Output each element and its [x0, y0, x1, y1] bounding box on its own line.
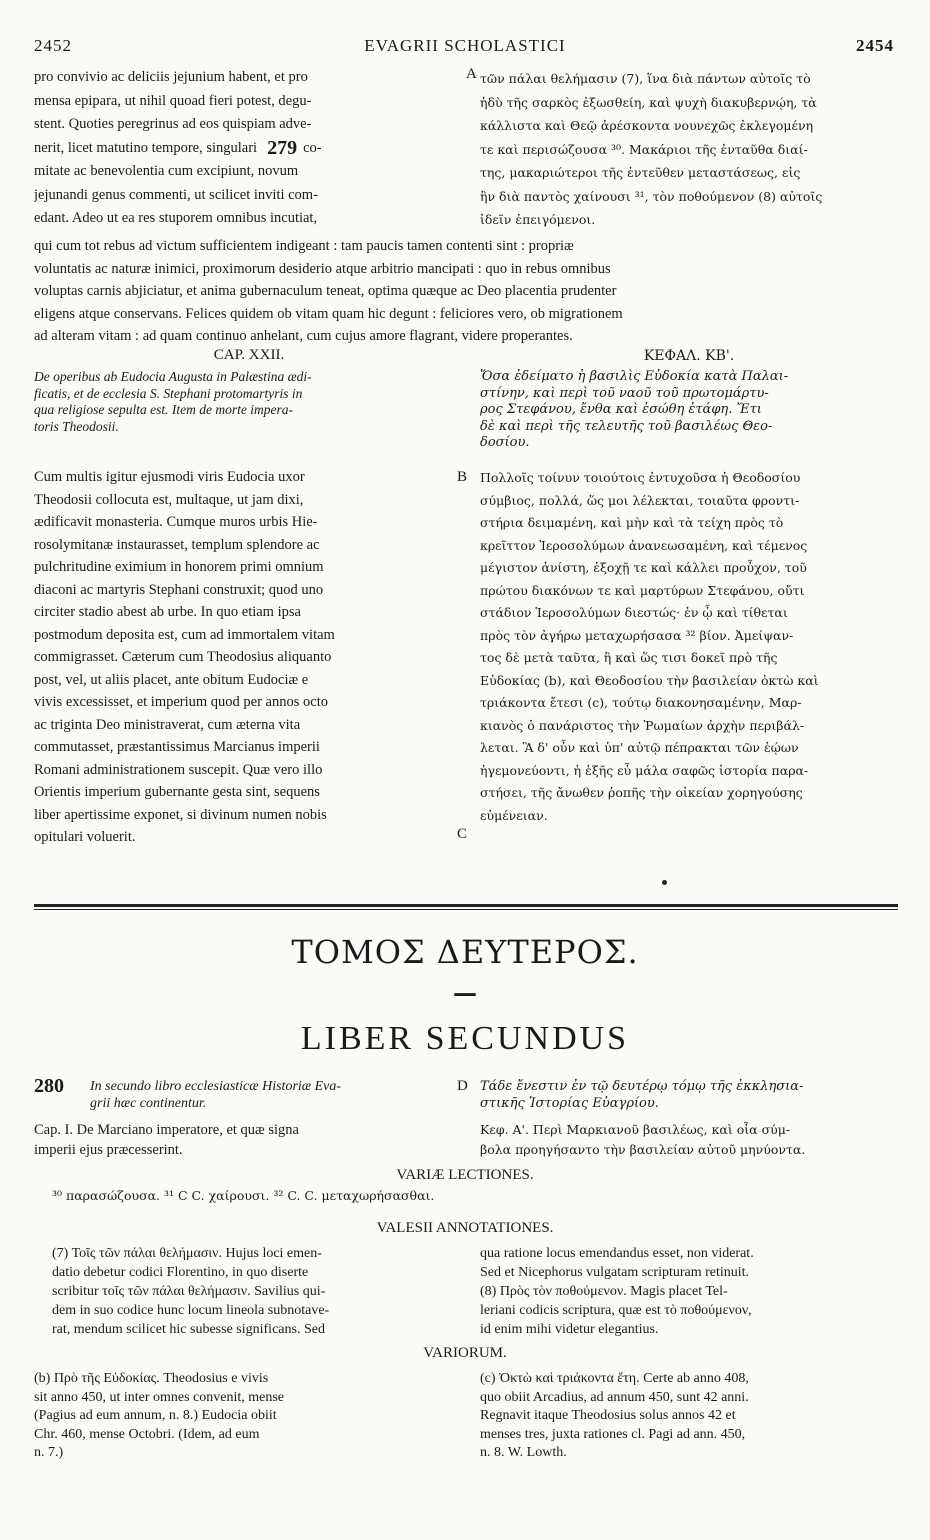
latin-line-tail: co- [303, 139, 322, 156]
variorum-heading: VARIORUM. [423, 1345, 507, 1361]
summary-line: qua religiose sepulta est. Item de morte impera- [34, 402, 293, 417]
latin-line: Theodosii collocuta est, multaque, ut jam dixi, [34, 491, 304, 508]
summary-line: ρος Στεφάνου, ἔνθα καὶ ἐσώθη ἐτάφη. Ἔτι [480, 402, 762, 417]
variorum-notes-left [34, 1370, 459, 1463]
summary-line: δὲ καὶ περὶ τῆς τελευτῆς τοῦ βασιλέως Θεο- [480, 418, 773, 434]
latin-line: post, vel, ut aliis placet, ante obitum Eudociæ e [34, 671, 309, 688]
summary-line: toris Theodosii. [34, 418, 119, 434]
title-dash: — [453, 978, 477, 1007]
title-line: Τάδε ἔνεστιν ἐν τῷ δευτέρῳ τόμῳ τῆς ἐκκλησια- [480, 1079, 804, 1094]
greek-line: στήσει, τῆς ἄνωθεν ῥοπῆς τὴν οἰκείαν χορηγούσης [480, 785, 803, 800]
margin-number-279: 279 [267, 136, 298, 159]
latin-line: diaconi ac martyris Stephani construxit; quod uno [34, 581, 324, 598]
latin-line: qui cum tot rebus ad victum sufficientem indigeant : tam paucis tamen contenti sint : propriæ [34, 238, 574, 254]
variae-lectiones-heading: VARIÆ LECTIONES. [396, 1167, 534, 1183]
margin-marker-d: D [457, 1078, 468, 1094]
separator-dot [662, 880, 667, 885]
valesii-notes-right [480, 1244, 898, 1339]
margin-marker-b: B [457, 469, 468, 485]
latin-line: ædificavit monasteria. Cumque muros urbis Hie- [34, 514, 318, 530]
note-line: Chr. 460, mense Octobri. (Idem, ad eum [34, 1426, 260, 1442]
horizontal-rule-thick [34, 904, 898, 907]
greek-line: ἣν διὰ παντὸς χαίνουσι ³¹, τὸν ποθούμενον (8) αὐτοῖς [480, 188, 823, 204]
summary-line: Ὅσα ἐδείματο ἡ βασιλὶς Εὐδοκία κατὰ Παλαι- [480, 369, 789, 384]
greek-line: πρὸς τὸν ἀγήρω μεταχωρήσασα ³² βίον. Ἀμείψαν- [480, 627, 794, 643]
latin-line: Orientis imperium gubernante gesta sint, sequens [34, 784, 320, 800]
summary-line: δοσίου. [480, 435, 530, 450]
contents-title-greek [480, 1078, 898, 1112]
note-line: qua ratione locus emendandus esset, non viderat. [480, 1246, 754, 1261]
latin-line: mensa epipara, ut nihil quoad fieri potest, degu- [34, 92, 312, 109]
note-line: (7) Τοῖς τῶν πάλαι θελήμασιν. Hujus loci emen- [52, 1246, 322, 1261]
latin-line: voluptas carnis abjiciatur, et anima gubernaculum teneat, optima quæque ac Deo placentia prudenter [34, 283, 617, 299]
latin-line: voluntatis ac naturæ inimici, proximorum desiderio atque arbitrio mancipati : quo in rebus omnibus [34, 260, 611, 277]
latin-line: mitate ac benevolentia cum excipiunt, novum [34, 163, 299, 179]
latin-line: eligens atque conservans. Felices quidem ob vitam quam hic degunt : feliciores vero, ob migrationem [34, 305, 623, 322]
summary-line: De operibus ab Eudocia Augusta in Palæstina ædi- [34, 369, 312, 384]
variae-lectiones-line: ³⁰ παρασώζουσα. ³¹ C C. χαίρουσι. ³² C. C. μεταχωρήσασθαι. [52, 1190, 435, 1203]
note-line: sit anno 450, ut inter omnes convenit, mense [34, 1389, 285, 1405]
latin-line: ad alteram vitam : ad quam continuo anhelant, cum cujus amore flagrant, videre properantes. [34, 328, 573, 344]
latin-line: stent. Quoties peregrinus ad eos quispiam adve- [34, 116, 312, 132]
margin-number-280: 280 [34, 1075, 64, 1097]
chapter-summary-latin [34, 369, 454, 435]
latin-line: rosolymitanæ instaurasset, templum splendore ac [34, 536, 320, 553]
greek-line: τριάκοντα ἔτεσι (c), τούτῳ διακονησαμένην, Μαρ- [480, 695, 802, 710]
latin-line: ac triginta Deo ministraverat, cum æterna vita [34, 716, 301, 733]
latin-continuation-column [34, 66, 464, 231]
page-number-left: 2452 [34, 36, 72, 55]
chapter-body-greek [480, 467, 898, 827]
greek-line: στήρια δειμαμένη, καὶ μὴν καὶ τὰ τείχη πρὸς τὸ [480, 515, 784, 530]
greek-line: ἰδεῖν ἐπειγόμενοι. [480, 212, 596, 227]
chapter-summary-greek [480, 369, 898, 452]
greek-continuation-column [480, 67, 898, 232]
greek-line: της, μακαριώτεροι τῆς ἐντεῦθεν μεταστάσεως, εἰς [480, 165, 801, 180]
contents-title-latin [90, 1078, 460, 1112]
contents-cap-latin [34, 1120, 464, 1160]
latin-line: postmodum deposita est, cum ad immortalem vitam [34, 626, 335, 643]
running-title: EVAGRII SCHOLASTICI [364, 36, 566, 55]
variorum-notes-right [480, 1370, 898, 1463]
valesii-notes-left [52, 1244, 457, 1339]
note-line: scribitur τοῖς τῶν πάλαι θελήμασιν. Savilius qui- [52, 1284, 326, 1299]
cap-line: βολα προηγήσαντο τὴν βασιλείαν αὐτοῦ μηνύοντα. [480, 1142, 806, 1157]
note-line: n. 8. W. Lowth. [480, 1445, 567, 1460]
latin-line [34, 137, 464, 161]
latin-line: circiter stadio abest ab urbe. In quo etiam ipsa [34, 604, 301, 620]
note-line: (Pagius ad eum annum, n. 8.) Eudocia obiit [34, 1408, 277, 1423]
greek-line: λεται. Ἃ δ' οὖν καὶ ὑπ' αὐτῷ πέπρακται τῶν ἑῴων [480, 740, 799, 755]
latin-line-text: nerit, licet matutino tempore, singulari [34, 139, 258, 156]
title-line: στικῆς Ἱστορίας Εὐαγρίου. [480, 1096, 659, 1111]
chapter-heading-latin: CAP. XXII. [213, 347, 285, 363]
greek-line: τῶν πάλαι θελήμασιν (7), ἵνα διὰ πάντων αὐτοῖς τὸ [480, 71, 811, 86]
greek-line: κρεῖττον Ἱεροσολύμων ἀνανεωσαμένη, καὶ τέμενος [480, 537, 808, 553]
greek-line: Πολλοῖς τοίνυν τοιούτοις ἐντυχοῦσα ἡ Θεοδοσίου [480, 470, 801, 485]
title-line: grii hæc continentur. [90, 1096, 207, 1111]
latin-line: Romani administrationem suscepit. Quæ vero illo [34, 761, 323, 778]
cap-line: Cap. I. De Marciano imperatore, et quæ signa [34, 1122, 299, 1138]
cap-line: Κεφ. Α'. Περὶ Μαρκιανοῦ βασιλέως, καὶ οἷα σύμ- [480, 1122, 791, 1137]
latin-line: commigrasset. Cæterum cum Theodosius aliquanto [34, 649, 332, 665]
greek-line: ἡγεμονεύοντι, ἡ ἑξῆς εὖ μάλα σαφῶς ἱστορία παρα- [480, 762, 809, 778]
latin-line: jejunandi genus commenti, ut scilicet inviti com- [34, 186, 318, 203]
latin-line: opitulari voluerit. [34, 829, 136, 845]
contents-cap-greek [480, 1120, 898, 1160]
page-number-right: 2454 [856, 36, 894, 55]
note-line: Sed et Nicephorus vulgatam scripturam retinuit. [480, 1265, 750, 1280]
summary-line: στίνην, καὶ περὶ τοῦ ναοῦ τοῦ πρωτομάρτυ- [480, 385, 769, 401]
note-line: menses tres, juxta rationes cl. Pagi ad ann. 450, [480, 1426, 746, 1442]
chapter-body-latin [34, 466, 452, 849]
greek-line: εὐμένειαν. [480, 807, 548, 823]
summary-line: ficatis, et de ecclesia S. Stephani protomartyris in [34, 385, 303, 401]
horizontal-rule-thin [34, 909, 898, 910]
title-line: In secundo libro ecclesiasticæ Historiæ Eva- [90, 1079, 342, 1094]
note-line: (c) Ὀκτὼ καὶ τριάκοντα ἔτη. Certe ab anno 408, [480, 1371, 749, 1386]
margin-marker-c: C [457, 826, 468, 842]
note-line: dem in suo codice hunc locum lineola subnotave- [52, 1303, 330, 1318]
greek-line: Εὐδοκίας (b), καὶ Θεοδοσίου τὴν βασιλείαν ὀκτὼ καὶ [480, 672, 819, 688]
latin-line: vivis excessisset, et imperium quod per annos octo [34, 694, 328, 710]
note-line: id enim mihi videtur elegantius. [480, 1322, 659, 1337]
greek-line: τος δὲ μετὰ ταῦτα, ἢ καὶ ὥς τισι δοκεῖ πρὸ τῆς [480, 650, 778, 665]
note-line: (8) Πρὸς τὸν ποθούμενον. Magis placet Tel- [480, 1284, 728, 1299]
tomos-title: ΤΟΜΟΣ ΔΕΥΤΕΡΟΣ. [291, 933, 639, 971]
latin-line: edant. Adeo ut ea res stuporem omnibus incutiat, [34, 210, 318, 226]
greek-line: μέγιστον ἀνίστη, ἐξοχῇ τε καὶ κάλλει προὖχον, τοῦ [480, 560, 807, 575]
note-line: leriani codicis scriptura, quæ est τὸ ποθούμενον, [480, 1303, 752, 1318]
note-line: quo obiit Arcadius, ad annum 450, sunt 42 anni. [480, 1389, 749, 1405]
note-line: rat, mendum scilicet hic subesse significans. Sed [52, 1322, 325, 1337]
liber-title: LIBER SECUNDUS [300, 1020, 630, 1057]
latin-line: liber apertissime exponet, si divinum numen nobis [34, 806, 327, 823]
latin-line: pro convivio ac deliciis jejunium habent, et pro [34, 69, 308, 85]
greek-line: πρώτου διακόνων τε καὶ μαρτύρων Στεφάνου, οὔτι [480, 582, 805, 598]
note-line: datio debetur codici Florentino, in quo diserte [52, 1265, 309, 1280]
chapter-heading-greek: ΚΕΦΑΛ. ΚΒ'. [643, 348, 735, 364]
latin-line: pulchritudine eximium in honorem primi omnium [34, 559, 324, 575]
greek-line: ἡδὺ τῆς σαρκὸς ἐξωσθείη, καὶ ψυχὴ διακυβερνῴη, τὰ [480, 94, 817, 110]
note-line: (b) Πρὸ τῆς Εὐδοκίας. Theodosius e vivis [34, 1371, 269, 1386]
latin-line: Cum multis igitur ejusmodi viris Eudocia uxor [34, 469, 305, 485]
cap-line: imperii ejus præcesserint. [34, 1142, 183, 1158]
greek-line: στάδιον Ἱεροσολύμων διεστώς· ἐν ᾧ καὶ τίθεται [480, 605, 788, 620]
greek-line: σύμβιος, πολλά, ὥς μοι λέλεκται, τοιαῦτα φροντι- [480, 492, 800, 508]
valesii-annotationes-heading: VALESII ANNOTATIONES. [376, 1220, 554, 1236]
note-line: n. 7.) [34, 1445, 64, 1460]
latin-line: commutasset, præstantissimus Marcianus imperii [34, 739, 320, 755]
greek-line: τε καὶ περισώζουσα ³⁰. Μακάριοι τῆς ἐνταῦθα διαί- [480, 141, 808, 157]
margin-marker-a: A [466, 66, 477, 82]
greek-line: κιανὸς ὁ πανάριστος τὴν Ῥωμαίων ἀρχὴν περιβάλ- [480, 717, 805, 733]
note-line: Regnavit itaque Theodosius solus annos 42 et [480, 1408, 736, 1423]
greek-line: κάλλιστα καὶ Θεῷ ἀρέσκοντα νουνεχῶς ἐκλεγομένη [480, 118, 814, 133]
full-width-latin-text [34, 235, 896, 348]
